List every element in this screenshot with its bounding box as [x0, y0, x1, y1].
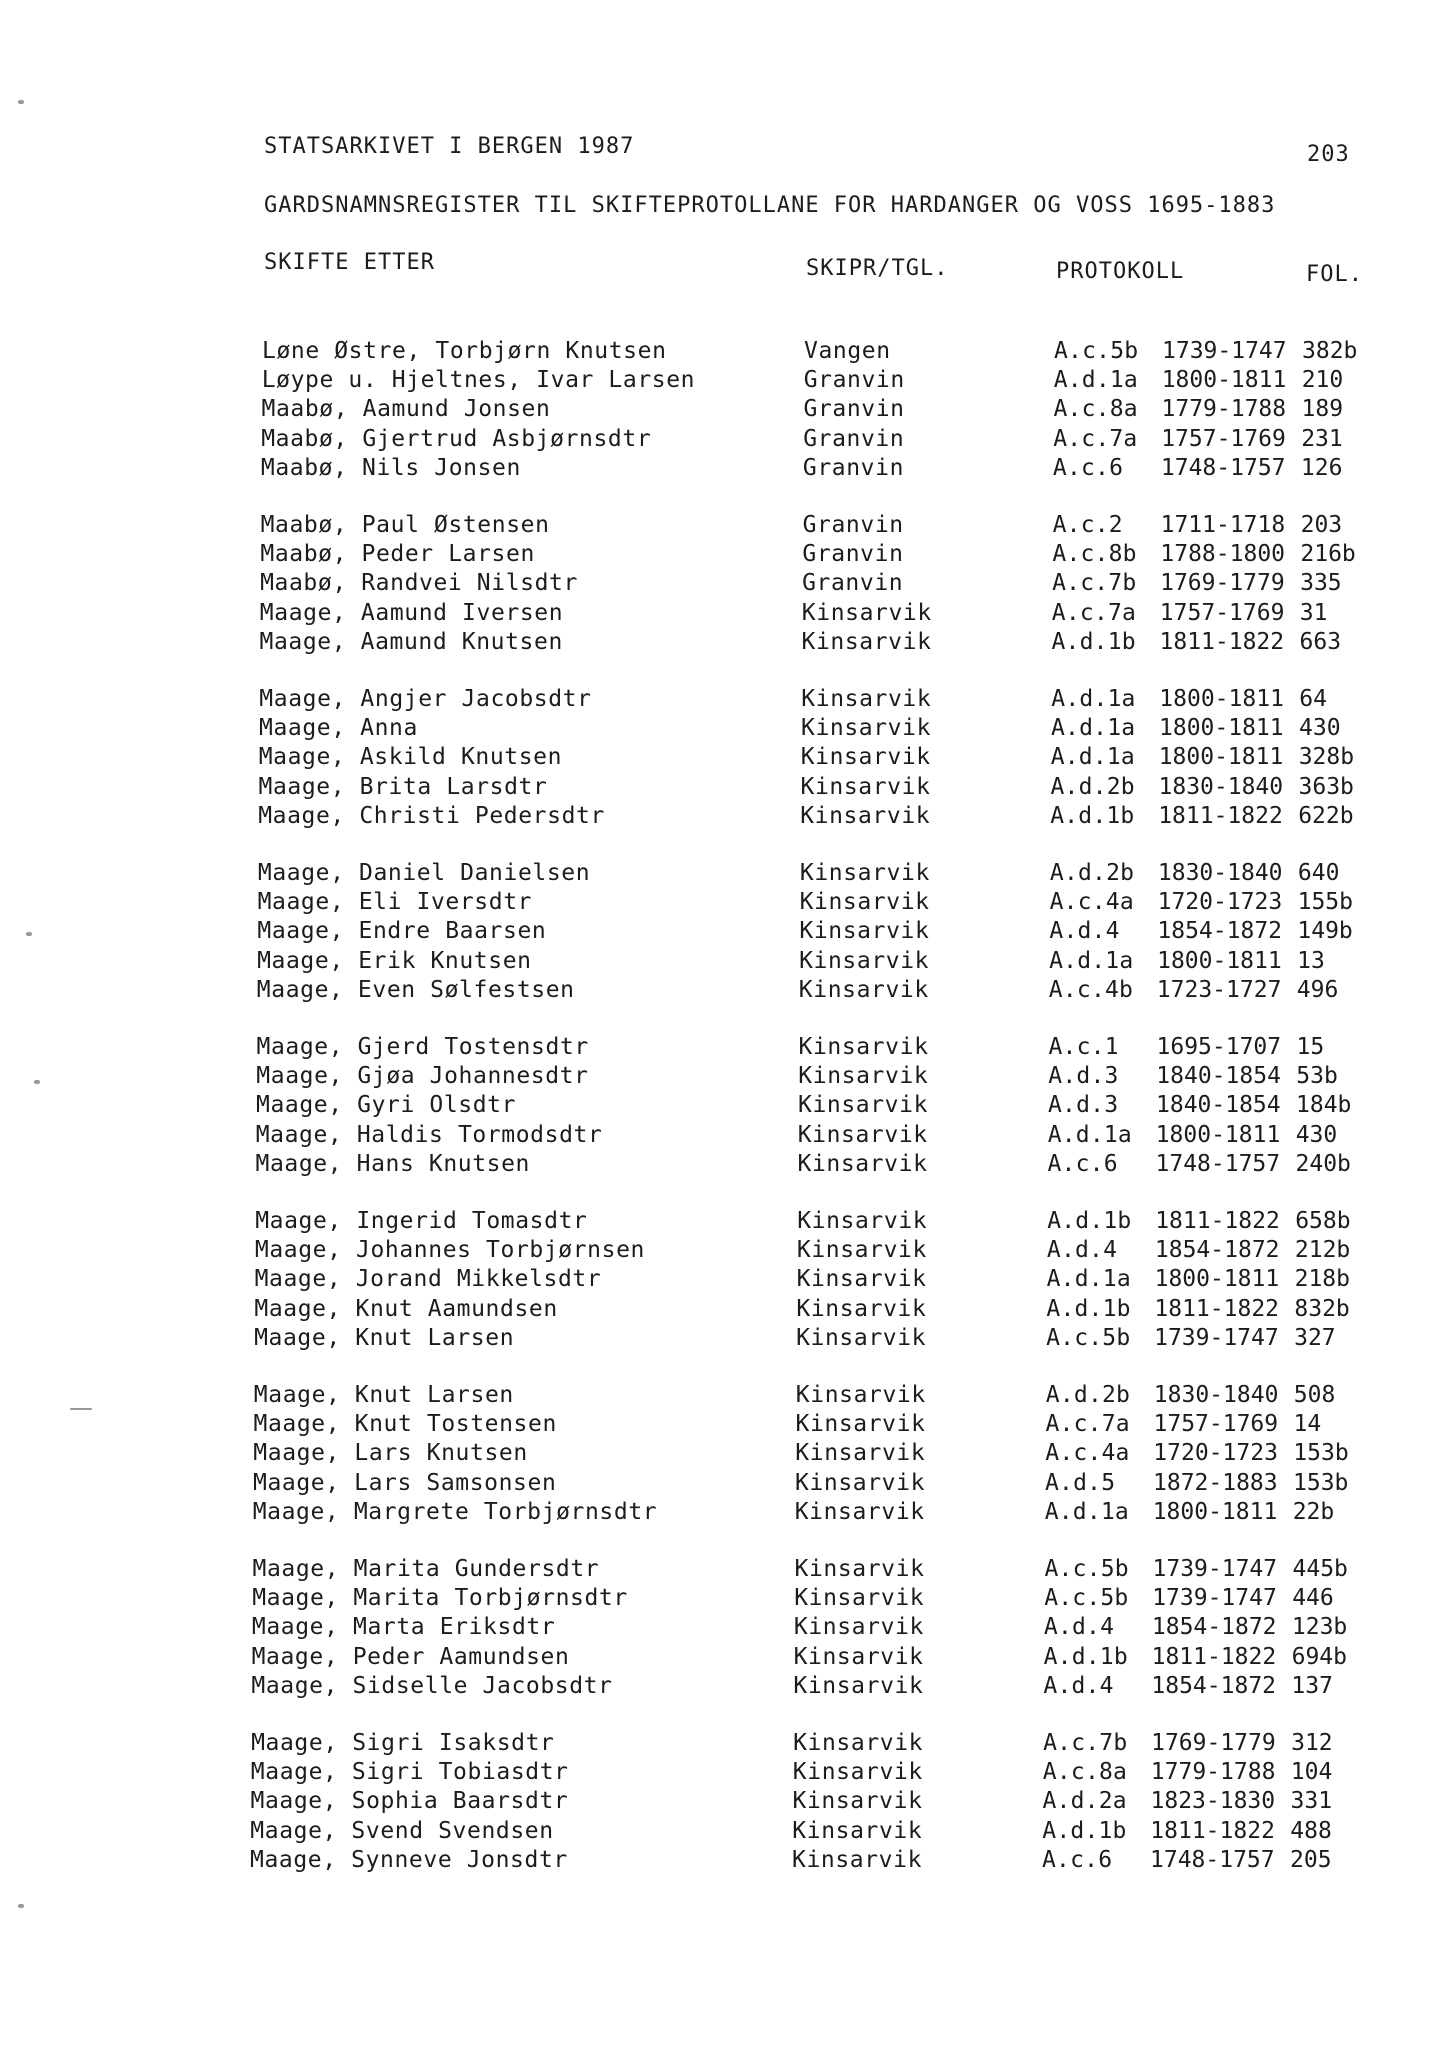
entry-parish: Kinsarvik	[801, 599, 932, 626]
entry-folio: 104	[1290, 1759, 1333, 1786]
entry-protocol: A.d.4	[1043, 1614, 1115, 1641]
entry-folio: 622b	[1298, 802, 1354, 829]
entry-name: Maabø, Randvei Nilsdtr	[260, 570, 578, 597]
entry-folio: 218b	[1294, 1266, 1350, 1293]
entry-years: 1739-1747	[1154, 1324, 1279, 1351]
entry-years: 1748-1757	[1160, 454, 1286, 481]
entry-name: Maage, Haldis Tormodsdtr	[255, 1121, 603, 1148]
entry-folio: 13	[1297, 947, 1325, 974]
entry-years: 1800-1811	[1154, 1266, 1280, 1293]
entry-protocol: A.d.1b	[1051, 628, 1136, 655]
entry-years: 1788-1800	[1160, 541, 1286, 568]
entry-name: Maage, Askild Knutsen	[258, 744, 563, 771]
entry-folio: 445b	[1292, 1556, 1348, 1582]
entry-folio: 694b	[1291, 1643, 1347, 1670]
entry-parish: Kinsarvik	[798, 1034, 929, 1060]
entry-protocol: A.c.6	[1042, 1846, 1113, 1873]
entry-folio: 231	[1301, 425, 1343, 452]
entry-name: Maage, Svend Svendsen	[250, 1817, 554, 1844]
entry-folio: 508	[1293, 1382, 1336, 1408]
column-header-parish: SKIPR/TGL.	[806, 256, 949, 281]
entry-folio: 430	[1295, 1121, 1338, 1148]
entry-folio: 53b	[1296, 1063, 1338, 1090]
entry-name: Maage, Endre Baarsen	[257, 918, 547, 945]
entry-folio: 153b	[1293, 1440, 1349, 1467]
entry-folio: 312	[1291, 1730, 1333, 1756]
entry-parish: Kinsarvik	[796, 1237, 927, 1264]
entry-folio: 640	[1297, 860, 1340, 886]
entry-parish: Granvin	[802, 454, 905, 481]
entry-folio: 496	[1296, 976, 1339, 1003]
entry-years: 1811-1822	[1150, 1817, 1275, 1844]
entry-protocol: A.c.6	[1047, 1150, 1118, 1177]
page-number: 203	[1307, 142, 1350, 167]
entry-years: 1854-1872	[1157, 918, 1283, 945]
entry-name: Maage, Anna	[259, 715, 418, 742]
entry-folio: 126	[1300, 454, 1343, 481]
entry-years: 1830-1840	[1153, 1382, 1279, 1408]
entry-folio: 149b	[1297, 918, 1353, 945]
entry-years: 1779-1788	[1150, 1759, 1276, 1786]
entry-folio: 153b	[1293, 1469, 1349, 1496]
entry-parish: Vangen	[804, 338, 891, 364]
entry-protocol: A.c.4a	[1045, 1440, 1130, 1467]
entry-parish: Kinsarvik	[794, 1585, 925, 1612]
entry-protocol: A.d.2b	[1045, 1382, 1131, 1408]
entry-name: Maage, Marita Torbjørnsdtr	[252, 1585, 628, 1612]
entry-parish: Kinsarvik	[801, 628, 932, 655]
entry-years: 1757-1769	[1161, 425, 1286, 452]
entry-years: 1720-1723	[1157, 889, 1283, 916]
entry-years: 1769-1779	[1151, 1730, 1276, 1756]
entry-folio: 832b	[1294, 1295, 1350, 1322]
entry-parish: Kinsarvik	[792, 1817, 923, 1844]
entry-protocol: A.c.5b	[1046, 1324, 1131, 1351]
entry-parish: Kinsarvik	[801, 715, 932, 742]
entry-name: Maage, Marta Eriksdtr	[251, 1614, 556, 1641]
entry-name: Maage, Angjer Jacobsdtr	[259, 686, 592, 712]
entry-folio: 212b	[1294, 1237, 1351, 1264]
entry-protocol: A.c.6	[1052, 454, 1124, 481]
entry-protocol: A.c.5b	[1044, 1556, 1129, 1582]
entry-years: 1695-1707	[1156, 1034, 1282, 1060]
entry-name: Maage, Johannes Torbjørnsen	[254, 1237, 645, 1264]
entry-years: 1748-1757	[1155, 1150, 1281, 1177]
entry-protocol: A.d.1b	[1043, 1643, 1128, 1670]
entry-years: 1757-1769	[1153, 1411, 1279, 1438]
entry-folio: 446	[1292, 1585, 1334, 1612]
entry-folio: 64	[1299, 686, 1327, 712]
entry-parish: Kinsarvik	[796, 1324, 927, 1351]
entry-years: 1720-1723	[1153, 1440, 1278, 1467]
entry-protocol: A.c.7a	[1053, 425, 1138, 452]
entry-parish: Kinsarvik	[792, 1759, 923, 1786]
entry-folio: 328b	[1298, 744, 1355, 771]
entry-folio: 189	[1301, 396, 1344, 423]
entry-years: 1779-1788	[1161, 396, 1287, 423]
entry-name: Maage, Aamund Knutsen	[259, 628, 563, 655]
entry-protocol: A.d.1a	[1053, 367, 1138, 394]
entry-name: Maage, Erik Knutsen	[257, 947, 532, 974]
entry-protocol: A.d.1a	[1046, 1266, 1131, 1293]
entry-years: 1840-1854	[1156, 1063, 1281, 1090]
entry-protocol: A.d.3	[1048, 1092, 1119, 1119]
entry-folio: 14	[1293, 1411, 1322, 1438]
entry-protocol: A.d.1a	[1049, 947, 1134, 974]
entry-protocol: A.d.1b	[1050, 802, 1135, 829]
entry-folio: 205	[1290, 1846, 1332, 1873]
margin-speck	[18, 100, 24, 104]
entry-protocol: A.d.1a	[1051, 715, 1136, 742]
entry-parish: Granvin	[802, 570, 904, 597]
entry-name: Maage, Gjerd Tostensdtr	[256, 1034, 589, 1060]
entry-years: 1854-1872	[1151, 1614, 1277, 1641]
entry-protocol: A.d.4	[1049, 918, 1120, 945]
entry-name: Maage, Synneve Jonsdtr	[250, 1846, 568, 1873]
entry-name: Maage, Knut Larsen	[253, 1382, 514, 1408]
entry-folio: 331	[1290, 1788, 1333, 1815]
entry-folio: 22b	[1292, 1498, 1335, 1525]
entry-name: Maabø, Nils Jonsen	[260, 454, 521, 481]
entry-name: Maage, Lars Samsonsen	[253, 1469, 557, 1496]
entry-years: 1811-1822	[1151, 1643, 1277, 1670]
entry-folio: 663	[1299, 628, 1342, 655]
entry-folio: 137	[1291, 1672, 1333, 1699]
entry-name: Maage, Knut Aamundsen	[254, 1295, 558, 1322]
entry-parish: Kinsarvik	[794, 1498, 925, 1525]
entry-folio: 210	[1301, 367, 1344, 394]
entry-folio: 155b	[1297, 889, 1353, 916]
entry-name: Maage, Peder Aamundsen	[251, 1643, 570, 1670]
entry-name: Maage, Sidselle Jacobsdtr	[251, 1672, 613, 1699]
margin-speck	[70, 1408, 92, 1410]
entry-years: 1739-1747	[1152, 1585, 1277, 1612]
entry-parish: Kinsarvik	[799, 860, 930, 886]
entry-protocol: A.d.1a	[1051, 686, 1136, 712]
entry-protocol: A.c.8a	[1053, 396, 1138, 423]
entry-parish: Kinsarvik	[797, 1121, 928, 1148]
entry-parish: Granvin	[802, 512, 904, 538]
entry-protocol: A.c.7b	[1043, 1730, 1128, 1756]
entry-parish: Kinsarvik	[795, 1411, 926, 1438]
entry-name: Maage, Knut Tostensen	[253, 1411, 557, 1438]
entry-parish: Granvin	[803, 425, 905, 452]
entry-years: 1800-1811	[1155, 1121, 1281, 1148]
entry-years: 1748-1757	[1150, 1846, 1275, 1873]
margin-speck	[26, 932, 32, 936]
column-header-name: SKIFTE ETTER	[264, 250, 435, 275]
entry-name: Maage, Gyri Olsdtr	[256, 1092, 517, 1119]
entry-name: Maabø, Peder Larsen	[260, 541, 535, 568]
entry-parish: Kinsarvik	[792, 1788, 923, 1815]
entry-parish: Kinsarvik	[800, 744, 931, 771]
entry-years: 1811-1822	[1159, 628, 1285, 655]
entry-years: 1854-1872	[1154, 1237, 1280, 1264]
entry-protocol: A.c.7b	[1052, 570, 1137, 597]
entry-parish: Kinsarvik	[793, 1672, 924, 1699]
entry-folio: 240b	[1295, 1150, 1351, 1177]
entry-parish: Kinsarvik	[797, 1150, 928, 1177]
entry-name: Maage, Hans Knutsen	[255, 1150, 530, 1177]
entry-name: Maage, Sigri Tobiasdtr	[250, 1759, 569, 1786]
margin-speck	[34, 1080, 40, 1084]
archive-title: STATSARKIVET I BERGEN 1987	[264, 134, 635, 159]
entry-folio: 430	[1299, 715, 1341, 742]
entry-years: 1800-1811	[1157, 947, 1282, 974]
entry-years: 1811-1822	[1158, 802, 1283, 829]
entry-parish: Kinsarvik	[793, 1730, 924, 1756]
entry-name: Løype u. Hjeltnes, Ivar Larsen	[261, 367, 696, 394]
entry-years: 1723-1727	[1156, 976, 1282, 1003]
entry-protocol: A.c.1	[1048, 1034, 1119, 1060]
entry-protocol: A.c.4a	[1049, 889, 1134, 916]
entry-name: Maage, Knut Larsen	[254, 1324, 515, 1351]
entry-protocol: A.c.8a	[1042, 1759, 1128, 1786]
entry-years: 1840-1854	[1156, 1092, 1281, 1119]
entry-years: 1757-1769	[1159, 599, 1285, 626]
entry-years: 1800-1811	[1159, 686, 1284, 712]
entry-parish: Granvin	[802, 541, 904, 568]
entry-name: Maage, Jorand Mikkelsdtr	[254, 1266, 602, 1293]
entry-protocol: A.d.2b	[1050, 773, 1135, 800]
entry-name: Maage, Brita Larsdtr	[258, 773, 548, 800]
entry-parish: Kinsarvik	[799, 947, 930, 974]
entry-years: 1872-1883	[1153, 1469, 1278, 1496]
entry-parish: Kinsarvik	[793, 1643, 924, 1670]
entry-protocol: A.d.4	[1043, 1672, 1114, 1699]
entry-parish: Kinsarvik	[800, 802, 931, 829]
entry-years: 1830-1840	[1157, 860, 1283, 886]
entry-folio: 123b	[1291, 1614, 1348, 1641]
margin-speck	[18, 1904, 24, 1908]
entry-years: 1739-1747	[1162, 338, 1287, 364]
entry-protocol: A.d.2b	[1049, 860, 1135, 886]
entry-parish: Kinsarvik	[799, 889, 930, 916]
entry-protocol: A.c.2	[1052, 512, 1123, 538]
entry-protocol: A.c.7a	[1045, 1411, 1130, 1438]
entry-parish: Kinsarvik	[795, 1469, 926, 1496]
entry-protocol: A.d.1a	[1047, 1121, 1132, 1148]
entry-name: Maage, Lars Knutsen	[253, 1440, 528, 1467]
entry-name: Maabø, Gjertrud Asbjørnsdtr	[261, 425, 652, 452]
entry-parish: Kinsarvik	[795, 1382, 926, 1408]
entry-name: Maabø, Aamund Jonsen	[261, 396, 551, 423]
entry-name: Maage, Ingerid Tomasdtr	[255, 1208, 588, 1234]
entry-folio: 216b	[1300, 541, 1356, 568]
entry-parish: Kinsarvik	[796, 1295, 927, 1322]
entry-protocol: A.c.5b	[1044, 1585, 1129, 1612]
entry-protocol: A.c.4b	[1048, 976, 1134, 1003]
entry-parish: Kinsarvik	[793, 1614, 924, 1641]
register-title: GARDSNAMNSREGISTER TIL SKIFTEPROTOLLANE FOR HARDANGER OG VOSS 1695-1883	[264, 193, 1276, 218]
entry-parish: Kinsarvik	[797, 1208, 928, 1234]
entry-name: Maage, Even Sølfestsen	[256, 976, 575, 1003]
entry-protocol: A.c.7a	[1051, 599, 1137, 626]
entry-folio: 203	[1300, 512, 1343, 538]
entry-name: Maage, Marita Gundersdtr	[252, 1556, 600, 1582]
entry-name: Maage, Daniel Danielsen	[257, 860, 591, 886]
entry-years: 1823-1830	[1150, 1788, 1276, 1815]
entry-years: 1811-1822	[1155, 1208, 1280, 1234]
entry-years: 1830-1840	[1158, 773, 1284, 800]
entry-years: 1811-1822	[1154, 1295, 1280, 1322]
entry-folio: 15	[1296, 1034, 1325, 1060]
entry-years: 1769-1779	[1160, 570, 1285, 597]
entry-name: Maage, Sigri Isaksdtr	[251, 1730, 555, 1756]
entry-years: 1800-1811	[1152, 1498, 1278, 1525]
entry-parish: Kinsarvik	[800, 773, 931, 800]
entry-years: 1711-1718	[1160, 512, 1286, 538]
entry-parish: Kinsarvik	[799, 918, 930, 945]
entry-years: 1800-1811	[1159, 715, 1284, 742]
entry-parish: Kinsarvik	[801, 686, 932, 712]
entry-folio: 327	[1294, 1324, 1336, 1351]
entry-protocol: A.d.1a	[1050, 744, 1135, 771]
entry-folio: 658b	[1295, 1208, 1351, 1234]
entry-years: 1800-1811	[1161, 367, 1287, 394]
entry-protocol: A.d.1b	[1047, 1208, 1132, 1234]
entry-parish: Kinsarvik	[798, 1092, 929, 1119]
entry-protocol: A.d.2a	[1042, 1788, 1127, 1815]
entry-years: 1854-1872	[1151, 1672, 1277, 1699]
entry-parish: Granvin	[803, 367, 905, 394]
entry-folio: 31	[1299, 599, 1328, 626]
entry-name: Maage, Christi Pedersdtr	[258, 802, 605, 829]
entry-folio: 382b	[1302, 338, 1358, 364]
entry-protocol: A.d.1b	[1046, 1295, 1131, 1322]
entry-name: Maage, Margrete Torbjørnsdtr	[252, 1498, 658, 1525]
entry-name: Maage, Gjøa Johannesdtr	[256, 1063, 589, 1090]
entry-parish: Kinsarvik	[798, 976, 929, 1003]
entry-years: 1800-1811	[1158, 744, 1284, 771]
entry-name: Løne Østre, Torbjørn Knutsen	[262, 338, 667, 364]
entry-protocol: A.d.4	[1046, 1237, 1118, 1264]
entry-folio: 363b	[1298, 773, 1354, 800]
entry-folio: 335	[1300, 570, 1342, 597]
entry-folio: 184b	[1296, 1092, 1352, 1119]
entry-name: Maage, Eli Iversdtr	[257, 889, 533, 916]
entry-parish: Kinsarvik	[792, 1846, 923, 1873]
column-header-protocol: PROTOKOLL	[1056, 259, 1185, 284]
column-header-folio: FOL.	[1306, 262, 1363, 287]
entry-years: 1739-1747	[1152, 1556, 1278, 1582]
entry-protocol: A.d.3	[1048, 1063, 1119, 1090]
entry-protocol: A.c.8b	[1052, 541, 1137, 568]
entry-folio: 488	[1290, 1817, 1332, 1844]
entry-protocol: A.c.5b	[1054, 338, 1139, 364]
entry-parish: Kinsarvik	[794, 1556, 925, 1582]
entry-protocol: A.d.1a	[1044, 1498, 1129, 1525]
entry-parish: Granvin	[803, 396, 905, 423]
entry-name: Maage, Sophia Baarsdtr	[250, 1788, 569, 1815]
entry-protocol: A.d.1b	[1042, 1817, 1127, 1844]
entry-name: Maabø, Paul Østensen	[260, 512, 550, 538]
entry-parish: Kinsarvik	[795, 1440, 926, 1467]
entry-parish: Kinsarvik	[796, 1266, 927, 1293]
entry-parish: Kinsarvik	[798, 1063, 929, 1090]
entry-protocol: A.d.5	[1045, 1469, 1116, 1496]
entry-name: Maage, Aamund Iversen	[259, 599, 564, 626]
